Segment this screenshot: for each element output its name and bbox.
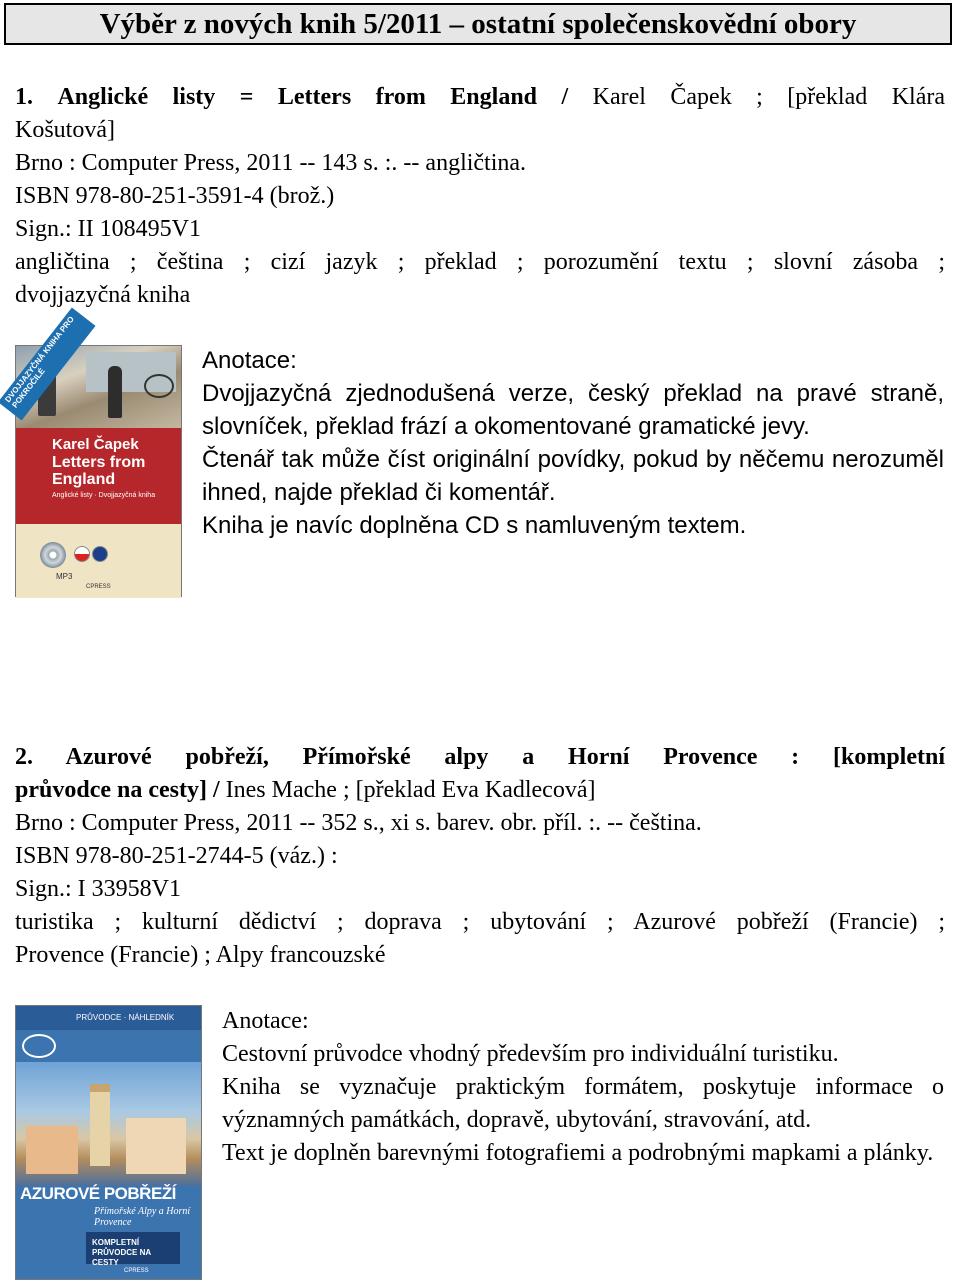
book-cover-image bbox=[15, 1005, 202, 1280]
book-isbn: ISBN 978-80-251-2744-5 (váz.) : bbox=[15, 843, 338, 869]
annotation-1 bbox=[202, 344, 944, 542]
annotation-2 bbox=[222, 1005, 944, 1170]
book-record-1 bbox=[15, 81, 945, 312]
cover-title: Letters from England bbox=[52, 454, 146, 488]
uk-flag-icon bbox=[92, 546, 108, 562]
book-imprint: Brno : Computer Press, 2011 -- 143 s. :. -- angličtina. bbox=[15, 150, 527, 176]
annotation-paragraph: Cestovní průvodce vhodný především pro individuální turistiku. bbox=[222, 1041, 839, 1067]
book-translator-cont: Košutová] bbox=[15, 117, 115, 143]
book-author-translator: Ines Mache ; [překlad Eva Kadlecová] bbox=[225, 777, 596, 803]
book-signature: Sign.: II 108495V1 bbox=[15, 216, 201, 242]
cover-ribbon: DVOJJAZYČNÁ KNIHA PRO POKROČILÉ bbox=[0, 307, 96, 420]
cover-subtitle: Anglické listy · Dvojjazyčná kniha bbox=[52, 492, 156, 499]
book-cover-image bbox=[3, 314, 182, 597]
book-title: Anglické listy = Letters from England / bbox=[57, 84, 569, 110]
cover-format: MP3 bbox=[56, 572, 73, 581]
cover-badge: KOMPLETNÍ PRŮVODCE NA CESTY bbox=[86, 1232, 180, 1264]
book-imprint: Brno : Computer Press, 2011 -- 352 s., xi s. barev. obr. příl. :. -- čeština. bbox=[15, 810, 702, 836]
book-author-translator: Karel Čapek ; [překlad Klára bbox=[592, 84, 946, 110]
book-isbn: ISBN 978-80-251-3591-4 (brož.) bbox=[15, 183, 335, 209]
book-2-title-line-2 bbox=[15, 774, 945, 807]
book-record-2 bbox=[15, 741, 945, 972]
cover-series: PRŮVODCE · NÁHLEDNÍK bbox=[76, 1013, 175, 1022]
book-number: 2. bbox=[15, 744, 33, 770]
annotation-paragraph: Dvojjazyčná zjednodušená verze, český překlad na pravé straně, slovníček, překlad frází a okomentované gramatické jevy. bbox=[202, 380, 944, 440]
annotation-paragraph: Čtenář tak může číst originální povídky, pokud by něčemu nerozuměl ihned, najde překlad či komentář. bbox=[202, 446, 944, 506]
annotation-label: Anotace: bbox=[202, 347, 297, 374]
book-signature: Sign.: I 33958V1 bbox=[15, 876, 182, 902]
book-subjects: turistika ; kulturní dědictví ; doprava ; ubytování ; Azurové pobřeží (Francie) ; bbox=[15, 909, 945, 935]
book-title: Azurové pobřeží, Přímořské alpy a Horní Provence : [kompletní bbox=[65, 744, 945, 770]
annotation-paragraph: Kniha je navíc doplněna CD s namluveným textem. bbox=[202, 512, 747, 539]
cover-title: AZUROVÉ POBŘEŽÍ bbox=[20, 1184, 176, 1203]
book-number: 1. bbox=[15, 84, 33, 110]
book-subjects: angličtina ; čeština ; cizí jazyk ; překlad ; porozumění textu ; slovní zásoba ; bbox=[15, 249, 945, 275]
book-2-title-line bbox=[15, 741, 945, 774]
cd-icon bbox=[40, 542, 66, 568]
annotation-label: Anotace: bbox=[222, 1008, 309, 1034]
book-title-cont: průvodce na cesty] / bbox=[15, 777, 220, 803]
cover-subtitle: Přímořské Alpy a Horní Provence bbox=[94, 1206, 191, 1228]
cover-author: Karel Čapek bbox=[52, 436, 139, 453]
book-1-title-line bbox=[15, 81, 945, 114]
czech-flag-icon bbox=[74, 546, 90, 562]
cover-publisher: CPRESS bbox=[124, 1268, 149, 1274]
page-title: Výběr z nových knih 5/2011 – ostatní společenskovědní obory bbox=[4, 3, 952, 45]
cover-publisher: CPRESS bbox=[86, 584, 111, 590]
annotation-paragraph: Text je doplněn barevnými fotografiemi a podrobnými mapkami a plánky. bbox=[222, 1140, 934, 1166]
series-logo-icon bbox=[22, 1034, 56, 1058]
book-subjects-cont: dvojjazyčná kniha bbox=[15, 282, 191, 308]
annotation-paragraph: Kniha se vyznačuje praktickým formátem, poskytuje informace o významných památkách, dopravě, ubytování, stravování, atd. bbox=[222, 1074, 944, 1133]
book-subjects-cont: Provence (Francie) ; Alpy francouzské bbox=[15, 942, 386, 968]
